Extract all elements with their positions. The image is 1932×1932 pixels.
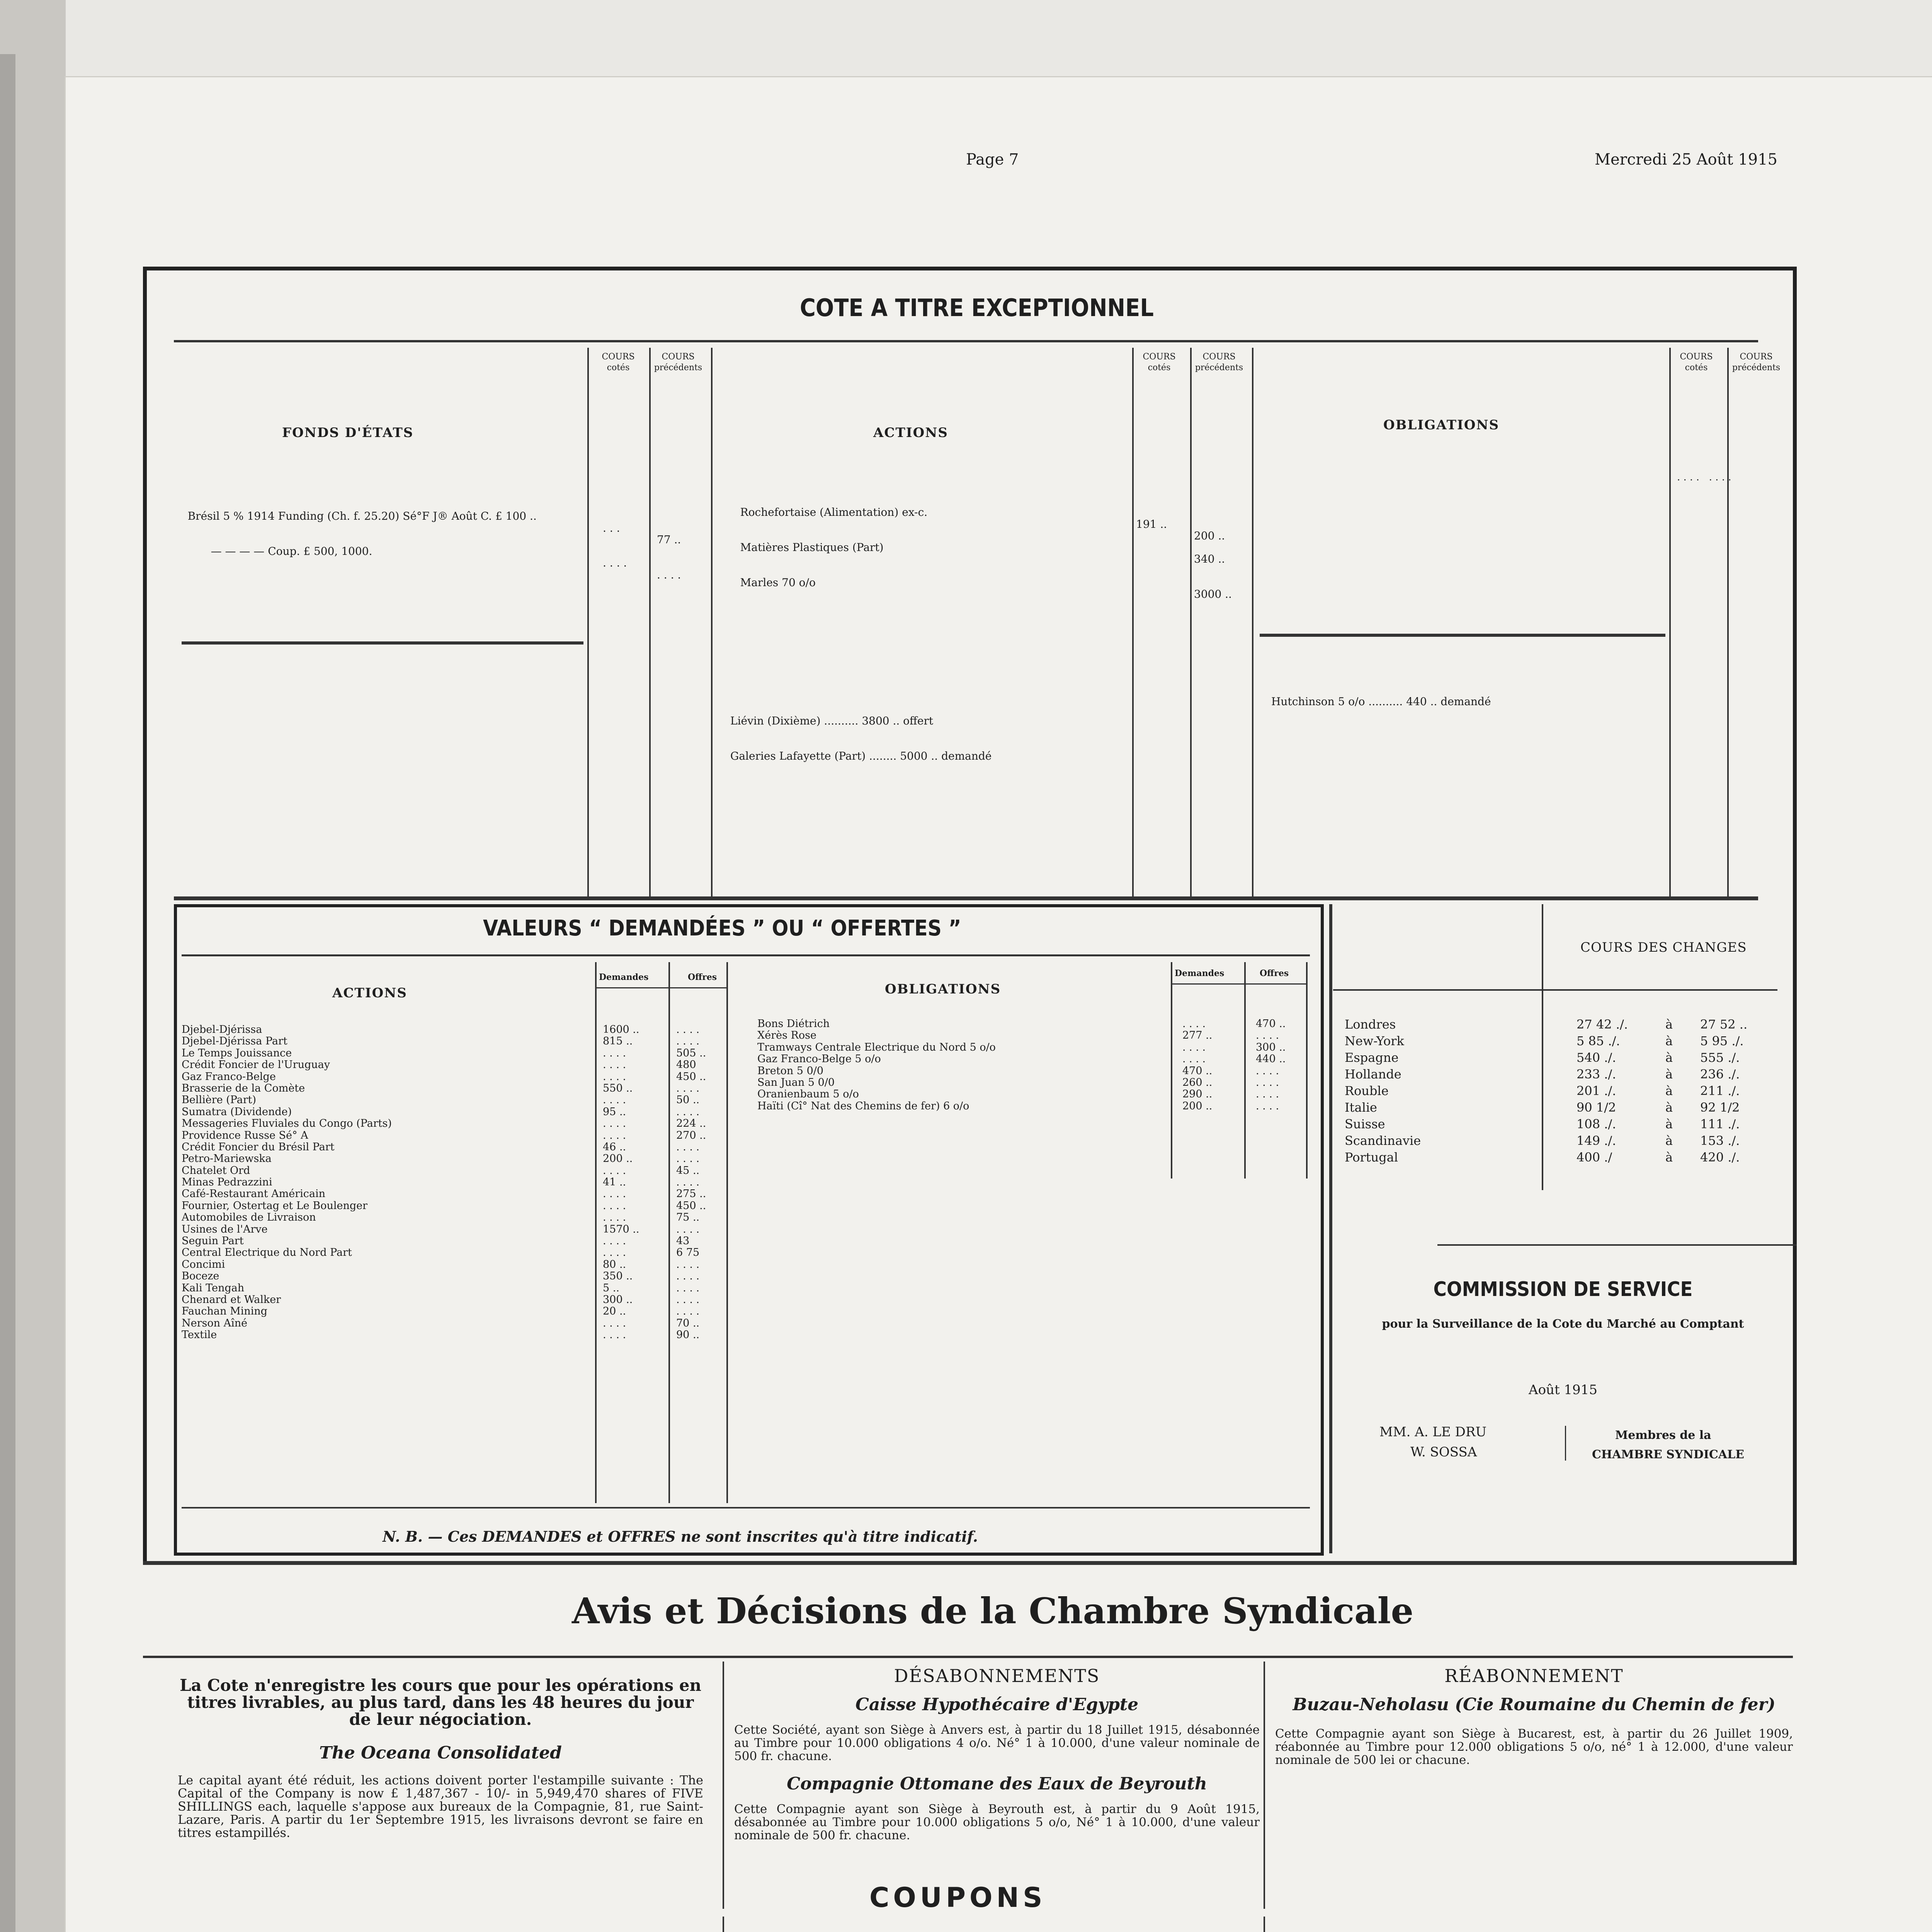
valeurs-action-demande: . . . . <box>603 1199 626 1212</box>
fonds-cote: . . . <box>603 521 620 534</box>
cote-col-rule <box>1669 348 1671 896</box>
valeurs-action-offre: . . . . <box>676 1024 700 1036</box>
valeurs-obligation-demande: . . . . <box>1182 1041 1206 1053</box>
valeurs-action-name: Djebel-Djérissa Part <box>182 1035 287 1048</box>
change-city: New-York <box>1345 1034 1404 1048</box>
valeurs-action-row <box>182 1259 730 1270</box>
obligations-cours-cotes-header: COURS cotés <box>1680 352 1713 372</box>
obligations-cours-precedents-header: COURS précédents <box>1732 352 1781 372</box>
valeurs-action-demande: . . . . <box>603 1317 626 1329</box>
change-a: à <box>1665 1083 1673 1098</box>
change-a: à <box>1665 1050 1673 1065</box>
change-city: Suisse <box>1345 1117 1385 1131</box>
cote-obligations-rows <box>1271 672 1491 719</box>
change-a: à <box>1665 1133 1673 1148</box>
valeurs-obligation-name: Bons Diétrich <box>757 1018 830 1030</box>
change-row <box>1345 1066 1770 1083</box>
valeurs-obligations-offres-header: Offres <box>1260 968 1289 978</box>
reabonnement-heading: RÉABONNEMENT <box>1444 1665 1624 1686</box>
valeurs-nb-rule <box>182 1507 1310 1509</box>
change-from: 5 85 ./. <box>1577 1034 1620 1048</box>
valeurs-action-row <box>182 1024 730 1036</box>
valeurs-action-row <box>182 1071 730 1083</box>
valeurs-action-name: Textile <box>182 1329 217 1341</box>
binding-edge <box>0 54 15 1932</box>
change-city: Londres <box>1345 1017 1396 1032</box>
fonds-name: Brésil 5 % 1914 Funding (Ch. f. 25.20) Sé°F J® Août C. £ 100 .. <box>187 510 537 523</box>
valeurs-obligation-offre: 470 .. <box>1256 1018 1286 1030</box>
valeurs-obligation-offre: . . . . <box>1256 1100 1279 1112</box>
page-number: Page 7 <box>966 151 1019 168</box>
fonds-cours-precedents-header: COURS précédents <box>654 352 702 372</box>
valeurs-action-offre: 45 .. <box>676 1164 700 1177</box>
valeurs-action-name: Concimi <box>182 1258 225 1270</box>
valeurs-action-row <box>182 1212 730 1223</box>
valeurs-action-row <box>182 1177 730 1188</box>
change-to: 111 ./. <box>1700 1117 1740 1131</box>
change-row <box>1345 1116 1770 1133</box>
fonds-name: — — — — Coup. £ 500, 1000. <box>211 545 372 558</box>
valeurs-action-demande: . . . . <box>603 1247 626 1259</box>
valeurs-action-name: Automobiles de Livraison <box>182 1211 316 1224</box>
valeurs-action-offre: 505 .. <box>676 1047 706 1059</box>
reab1-title: Buzau-Neholasu (Cie Roumaine du Chemin de fer) <box>1293 1695 1776 1714</box>
change-to: 153 ./. <box>1700 1133 1740 1148</box>
changes-title-rule <box>1333 989 1777 991</box>
valeurs-action-offre: . . . . <box>676 1035 700 1048</box>
desab1-title: Caisse Hypothécaire d'Egypte <box>855 1695 1139 1714</box>
commission-month: Août 1915 <box>1529 1382 1597 1398</box>
change-to: 555 ./. <box>1700 1050 1740 1065</box>
valeurs-action-demande: . . . . <box>603 1059 626 1071</box>
valeurs-action-offre: . . . . <box>676 1258 700 1270</box>
oceana-title: The Oceana Consolidated <box>319 1743 562 1763</box>
valeurs-action-demande: . . . . <box>603 1094 626 1106</box>
valeurs-action-demande: . . . . <box>603 1047 626 1059</box>
cote-action-name: Marles 70 o/o <box>740 576 816 589</box>
valeurs-action-row <box>182 1270 730 1282</box>
desab2-title: Compagnie Ottomane des Eaux de Beyrouth <box>787 1774 1207 1794</box>
change-from: 201 ./. <box>1577 1083 1616 1098</box>
change-from: 233 ./. <box>1577 1067 1616 1082</box>
valeurs-nb: N. B. — Ces DEMANDES et OFFRES ne sont inscrites qu'à titre indicatif. <box>383 1528 978 1545</box>
fonds-cours-cotes-header: COURS cotés <box>602 352 635 372</box>
desab1-text: Cette Société, ayant son Siège à Anvers est, à partir du 18 Juillet 1915, désabonnée au Timbre pour 10.000 obligations 4 o/o. Né° 1 à 10.000, d'une valeur nominale de 500 fr. chacune. <box>734 1723 1260 1763</box>
valeurs-action-row <box>182 1036 730 1047</box>
valeurs-action-name: Djebel-Djérissa <box>182 1024 262 1036</box>
valeurs-action-row <box>182 1106 730 1118</box>
valeurs-obligation-offre: . . . . <box>1256 1065 1279 1077</box>
change-from: 90 1/2 <box>1577 1100 1616 1115</box>
change-city: Espagne <box>1345 1050 1399 1065</box>
cote-action-row <box>726 565 1267 601</box>
valeurs-action-demande: 41 .. <box>603 1176 626 1189</box>
valeurs-action-name: Gaz Franco-Belge <box>182 1070 276 1083</box>
valeurs-action-name: Kali Tengah <box>182 1282 245 1294</box>
valeurs-action-name: Le Temps Jouissance <box>182 1047 292 1059</box>
avis-intro: La Cote n'enregistre les cours que pour les opérations en titres livrables, au plus tard, dans les 48 heures du jour de leur négociation. <box>179 1676 702 1729</box>
avis-title: Avis et Décisions de la Chambre Syndicale <box>572 1590 1414 1632</box>
valeurs-obligation-row <box>757 1100 1310 1112</box>
valeurs-actions-heading: ACTIONS <box>332 985 407 1001</box>
valeurs-action-demande: 1570 .. <box>603 1223 639 1235</box>
valeurs-action-row <box>182 1048 730 1059</box>
valeurs-action-offre: 224 .. <box>676 1117 706 1130</box>
fonds-etats-heading: FONDS D'ÉTATS <box>282 425 414 440</box>
cote-obligation-line: Hutchinson 5 o/o .......... 440 .. demandé <box>1271 695 1491 708</box>
actions-cours-precedents-header: COURS précédents <box>1195 352 1243 372</box>
valeurs-action-name: Chenard et Walker <box>182 1293 281 1306</box>
valeurs-actions-offres-header: Offres <box>688 972 717 982</box>
change-city: Scandinavie <box>1345 1133 1421 1148</box>
valeurs-action-offre: 275 .. <box>676 1188 706 1200</box>
change-row <box>1345 1033 1770 1049</box>
change-row <box>1345 1049 1770 1066</box>
valeurs-obligation-offre: . . . . <box>1256 1088 1279 1100</box>
valeurs-obligation-name: Haïti (Cî° Nat des Chemins de fer) 6 o/o <box>757 1100 969 1112</box>
valeurs-action-row <box>182 1141 730 1153</box>
avis-rule <box>143 1656 1793 1658</box>
valeurs-action-name: Crédit Foncier de l'Uruguay <box>182 1059 330 1071</box>
change-from: 108 ./. <box>1577 1117 1616 1131</box>
change-a: à <box>1665 1117 1673 1131</box>
cote-mid-rule <box>1260 634 1665 637</box>
cote-col-rule <box>1727 348 1729 896</box>
valeurs-action-name: Boceze <box>182 1270 219 1282</box>
valeurs-obligation-row <box>757 1088 1310 1100</box>
valeurs-obligation-row <box>757 1030 1310 1041</box>
valeurs-action-offre: 75 .. <box>676 1211 700 1224</box>
valeurs-obligation-row <box>757 1018 1310 1030</box>
valeurs-action-demande: 5 .. <box>603 1282 619 1294</box>
commission-member: MM. A. LE DRU <box>1379 1424 1487 1440</box>
change-to: 27 52 .. <box>1700 1017 1748 1032</box>
cote-col-rule <box>1252 348 1253 896</box>
valeurs-action-name: Central Electrique du Nord Part <box>182 1247 352 1259</box>
valeurs-action-offre: 43 <box>676 1235 690 1247</box>
valeurs-action-offre: 6 75 <box>676 1247 700 1259</box>
valeurs-obligation-name: Breton 5 0/0 <box>757 1065 824 1077</box>
valeurs-action-name: Café-Restaurant Américain <box>182 1188 326 1200</box>
valeurs-action-demande: 46 .. <box>603 1141 626 1153</box>
changes-title: COURS DES CHANGES <box>1580 940 1747 955</box>
oceana-text: Le capital ayant été réduit, les actions doivent porter l'estampille suivante : The Capital of the Company is now £ 1,487,367 - 10/- in 5,949,470 shares of FIVE SHILLINGS each, laquelle s'appose aux bureaux de la Compagnie, 81, rue Saint-Lazare, Paris. A partir du 1er Septembre 1915, les livraisons devront se faire en titres estampillés. <box>178 1773 703 1840</box>
change-a: à <box>1665 1017 1673 1032</box>
valeurs-action-demande: 550 .. <box>603 1082 633 1094</box>
change-row <box>1345 1133 1770 1149</box>
change-from: 27 42 ./. <box>1577 1017 1628 1032</box>
valeurs-action-row <box>182 1247 730 1259</box>
valeurs-action-row <box>182 1153 730 1165</box>
valeurs-action-row <box>182 1200 730 1212</box>
valeurs-action-demande: 1600 .. <box>603 1024 639 1036</box>
valeurs-actions-demandes-header: Demandes <box>599 972 649 982</box>
valeurs-action-offre: . . . . <box>676 1176 700 1189</box>
valeurs-head-rule <box>1171 983 1306 985</box>
valeurs-obligation-demande: 260 .. <box>1182 1076 1213 1088</box>
commission-members-left <box>1379 1422 1486 1462</box>
commission-divider <box>1565 1426 1566 1461</box>
valeurs-obligation-demande: 290 .. <box>1182 1088 1213 1100</box>
cote-action-prec: 200 .. <box>1194 529 1225 543</box>
changes-left-rule <box>1329 904 1332 1553</box>
valeurs-action-name: Minas Pedrazzini <box>182 1176 272 1189</box>
valeurs-action-demande: . . . . <box>603 1164 626 1177</box>
fonds-prec: . . . . <box>657 568 681 581</box>
change-to: 420 ./. <box>1700 1150 1740 1165</box>
valeurs-action-row <box>182 1294 730 1306</box>
valeurs-action-name: Bellière (Part) <box>182 1094 257 1106</box>
cote-action-cote: 191 .. <box>1136 517 1167 531</box>
valeurs-action-row <box>182 1165 730 1177</box>
valeurs-action-offre: 450 .. <box>676 1070 706 1083</box>
valeurs-obligation-demande: 200 .. <box>1182 1100 1213 1112</box>
commission-members-right <box>1592 1426 1744 1464</box>
valeurs-action-name: Nerson Aîné <box>182 1317 248 1329</box>
page-date: Mercredi 25 Août 1915 <box>1595 151 1777 168</box>
valeurs-action-demande: . . . . <box>603 1235 626 1247</box>
valeurs-obligation-name: Oranienbaum 5 o/o <box>757 1088 859 1100</box>
valeurs-action-row <box>182 1329 730 1341</box>
coupons-col-rule <box>1264 1917 1265 1932</box>
cote-obligations-heading: OBLIGATIONS <box>1383 417 1500 433</box>
fonds-prec: 77 .. <box>657 533 681 546</box>
cote-action-row <box>726 495 1267 543</box>
valeurs-obligation-demande: 277 .. <box>1182 1029 1213 1042</box>
valeurs-obligation-offre: 440 .. <box>1256 1053 1286 1065</box>
valeurs-action-demande: . . . . <box>603 1129 626 1141</box>
change-city: Hollande <box>1345 1067 1401 1082</box>
reab1-text: Cette Compagnie ayant son Siège à Bucarest, est, à partir du 26 Juillet 1909, réabonnée au Timbre pour 12.000 obligations 5 o/o, né° 1 à 12.000, d'une valeur nominale de 500 lei or chacune. <box>1275 1727 1793 1767</box>
cote-bottom-rule <box>174 896 1758 900</box>
valeurs-action-name: Usines de l'Arve <box>182 1223 268 1235</box>
book-binding <box>0 0 66 1932</box>
valeurs-action-demande: 200 .. <box>603 1153 633 1165</box>
valeurs-action-offre: . . . . <box>676 1282 700 1294</box>
change-a: à <box>1665 1100 1673 1115</box>
cote-obligations-dots: . . . . . . . . <box>1677 471 1731 483</box>
change-to: 92 1/2 <box>1700 1100 1740 1115</box>
change-a: à <box>1665 1150 1673 1165</box>
cote-section-bottom-rule <box>143 1561 1793 1565</box>
fonds-row <box>174 499 715 546</box>
valeurs-action-row <box>182 1235 730 1247</box>
valeurs-obligation-row <box>757 1053 1310 1065</box>
page-header <box>77 151 1777 170</box>
cote-exceptionnel-title: COTE A TITRE EXCEPTIONNEL <box>800 294 1154 322</box>
change-from: 400 ./ <box>1577 1150 1612 1165</box>
valeurs-action-row <box>182 1118 730 1129</box>
valeurs-action-offre: . . . . <box>676 1223 700 1235</box>
valeurs-action-row <box>182 1130 730 1141</box>
valeurs-action-row <box>182 1306 730 1317</box>
cote-action-row <box>726 530 1267 566</box>
valeurs-action-row <box>182 1059 730 1071</box>
valeurs-action-offre: 90 .. <box>676 1329 700 1341</box>
valeurs-obligation-name: Tramways Centrale Electrique du Nord 5 o/o <box>757 1041 996 1053</box>
valeurs-action-name: Messageries Fluviales du Congo (Parts) <box>182 1117 392 1130</box>
valeurs-action-offre: . . . . <box>676 1082 700 1094</box>
change-row <box>1345 1149 1770 1166</box>
valeurs-head-rule <box>595 987 726 988</box>
valeurs-action-offre: 50 .. <box>676 1094 700 1106</box>
valeurs-action-demande: . . . . <box>603 1117 626 1130</box>
fonds-row <box>174 534 715 581</box>
valeurs-action-demande: 80 .. <box>603 1258 626 1270</box>
valeurs-action-name: Brasserie de la Comète <box>182 1082 305 1094</box>
valeurs-obligation-row <box>757 1077 1310 1088</box>
valeurs-obligation-offre: . . . . <box>1256 1029 1279 1042</box>
valeurs-title: VALEURS “ DEMANDÉES ” OU “ OFFERTES ” <box>483 916 961 941</box>
valeurs-action-offre: 480 <box>676 1059 696 1071</box>
cote-col-rule <box>1190 348 1192 896</box>
valeurs-action-demande: 20 .. <box>603 1305 626 1318</box>
coupons-title: COUPONS <box>869 1882 1046 1913</box>
valeurs-obligation-name: San Juan 5 0/0 <box>757 1076 835 1088</box>
commission-chambre-label: CHAMBRE SYNDICALE <box>1592 1448 1744 1461</box>
cote-col-rule <box>587 348 589 896</box>
change-row <box>1345 1016 1770 1033</box>
valeurs-action-name: Petro-Mariewska <box>182 1153 272 1165</box>
cote-actions-offers <box>730 692 992 774</box>
change-a: à <box>1665 1034 1673 1048</box>
changes-list <box>1345 1016 1770 1166</box>
cote-col-rule <box>649 348 651 896</box>
valeurs-action-name: Seguin Part <box>182 1235 244 1247</box>
cote-action-name: Matières Plastiques (Part) <box>740 541 884 554</box>
cote-action-prec: 340 .. <box>1194 553 1225 566</box>
fonds-rows <box>174 475 715 581</box>
avis-col-rule <box>723 1662 724 1909</box>
coupons-col-rule <box>723 1917 724 1932</box>
cote-actions-heading: ACTIONS <box>873 425 948 440</box>
cote-action-name: Rochefortaise (Alimentation) ex-c. <box>740 506 928 519</box>
change-row <box>1345 1083 1770 1099</box>
cote-action-prec: 3000 .. <box>1194 588 1232 601</box>
valeurs-action-demande: 95 .. <box>603 1105 626 1118</box>
valeurs-action-name: Crédit Foncier du Brésil Part <box>182 1141 335 1153</box>
valeurs-action-row <box>182 1282 730 1294</box>
valeurs-action-offre: 450 .. <box>676 1199 706 1212</box>
commission-subtitle: pour la Surveillance de la Cote du Marché au Comptant <box>1382 1317 1744 1331</box>
change-from: 540 ./. <box>1577 1050 1616 1065</box>
valeurs-obligation-row <box>757 1065 1310 1077</box>
valeurs-action-name: Sumatra (Dividende) <box>182 1105 292 1118</box>
cote-actions-rows <box>726 471 1267 601</box>
valeurs-action-name: Chatelet Ord <box>182 1164 250 1177</box>
valeurs-action-name: Providence Russe Sé° A <box>182 1129 308 1141</box>
valeurs-action-offre: . . . . <box>676 1141 700 1153</box>
valeurs-action-offre: . . . . <box>676 1270 700 1282</box>
valeurs-action-offre: 270 .. <box>676 1129 706 1141</box>
valeurs-action-offre: . . . . <box>676 1105 700 1118</box>
change-row <box>1345 1099 1770 1116</box>
valeurs-action-offre: . . . . <box>676 1153 700 1165</box>
valeurs-obligation-name: Xérès Rose <box>757 1029 816 1042</box>
desabonnements-heading: DÉSABONNEMENTS <box>894 1665 1100 1686</box>
valeurs-action-name: Fauchan Mining <box>182 1305 267 1318</box>
valeurs-obligations-heading: OBLIGATIONS <box>885 981 1001 997</box>
valeurs-obligations-list <box>757 1018 1310 1112</box>
valeurs-obligations-demandes-header: Demandes <box>1175 968 1225 978</box>
valeurs-action-offre: . . . . <box>676 1293 700 1306</box>
valeurs-action-demande: . . . . <box>603 1188 626 1200</box>
desab2-text: Cette Compagnie ayant son Siège à Beyrouth est, à partir du 9 Août 1915, désabonnée au Timbre pour 10.000 obligations 5 o/o, Né° 1 à 10.000, d'une valeur nominale de 500 fr. chacune. <box>734 1802 1260 1842</box>
change-city: Portugal <box>1345 1150 1398 1165</box>
change-to: 5 95 ./. <box>1700 1034 1744 1048</box>
fonds-cote: . . . . <box>603 556 627 570</box>
valeurs-action-row <box>182 1224 730 1235</box>
valeurs-obligation-demande: 470 .. <box>1182 1065 1213 1077</box>
valeurs-action-demande: 350 .. <box>603 1270 633 1282</box>
cote-col-rule <box>711 348 713 896</box>
valeurs-action-row <box>182 1083 730 1094</box>
cote-col-rule <box>1132 348 1134 896</box>
actions-cours-cotes-header: COURS cotés <box>1143 352 1176 372</box>
valeurs-action-row <box>182 1188 730 1200</box>
commission-member: W. SOSSA <box>1410 1444 1477 1460</box>
valeurs-action-offre: . . . . <box>676 1305 700 1318</box>
valeurs-action-offre: 70 .. <box>676 1317 700 1329</box>
change-to: 211 ./. <box>1700 1083 1740 1098</box>
change-from: 149 ./. <box>1577 1133 1616 1148</box>
cote-mid-rule <box>182 641 583 645</box>
valeurs-action-demande: . . . . <box>603 1070 626 1083</box>
cote-title-rule <box>174 340 1758 342</box>
changes-bottom-rule <box>1437 1244 1797 1246</box>
commission-membres-label: Membres de la <box>1615 1429 1711 1442</box>
valeurs-action-demande: . . . . <box>603 1211 626 1224</box>
valeurs-action-name: Fournier, Ostertag et Le Boulenger <box>182 1199 368 1212</box>
valeurs-action-row <box>182 1094 730 1106</box>
valeurs-obligation-demande: . . . . <box>1182 1053 1206 1065</box>
valeurs-obligation-offre: 300 .. <box>1256 1041 1286 1053</box>
commission-title: COMMISSION DE SERVICE <box>1433 1278 1693 1301</box>
cote-offer-line: Galeries Lafayette (Part) ........ 5000 .. demandé <box>730 750 992 763</box>
valeurs-obligation-demande: . . . . <box>1182 1018 1206 1030</box>
valeurs-obligation-offre: . . . . <box>1256 1076 1279 1088</box>
valeurs-title-rule <box>182 954 1310 956</box>
valeurs-action-demande: 815 .. <box>603 1035 633 1048</box>
change-to: 236 ./. <box>1700 1067 1740 1082</box>
valeurs-action-row <box>182 1318 730 1329</box>
avis-col-rule <box>1264 1662 1265 1909</box>
change-city: Rouble <box>1345 1083 1389 1098</box>
cote-offer-line: Liévin (Dixième) .......... 3800 .. offert <box>730 714 934 727</box>
valeurs-obligation-name: Gaz Franco-Belge 5 o/o <box>757 1053 881 1065</box>
valeurs-obligation-row <box>757 1042 1310 1053</box>
valeurs-action-demande: 300 .. <box>603 1293 633 1306</box>
valeurs-actions-list <box>182 1024 730 1341</box>
change-a: à <box>1665 1067 1673 1082</box>
valeurs-action-demande: . . . . <box>603 1329 626 1341</box>
change-city: Italie <box>1345 1100 1377 1115</box>
